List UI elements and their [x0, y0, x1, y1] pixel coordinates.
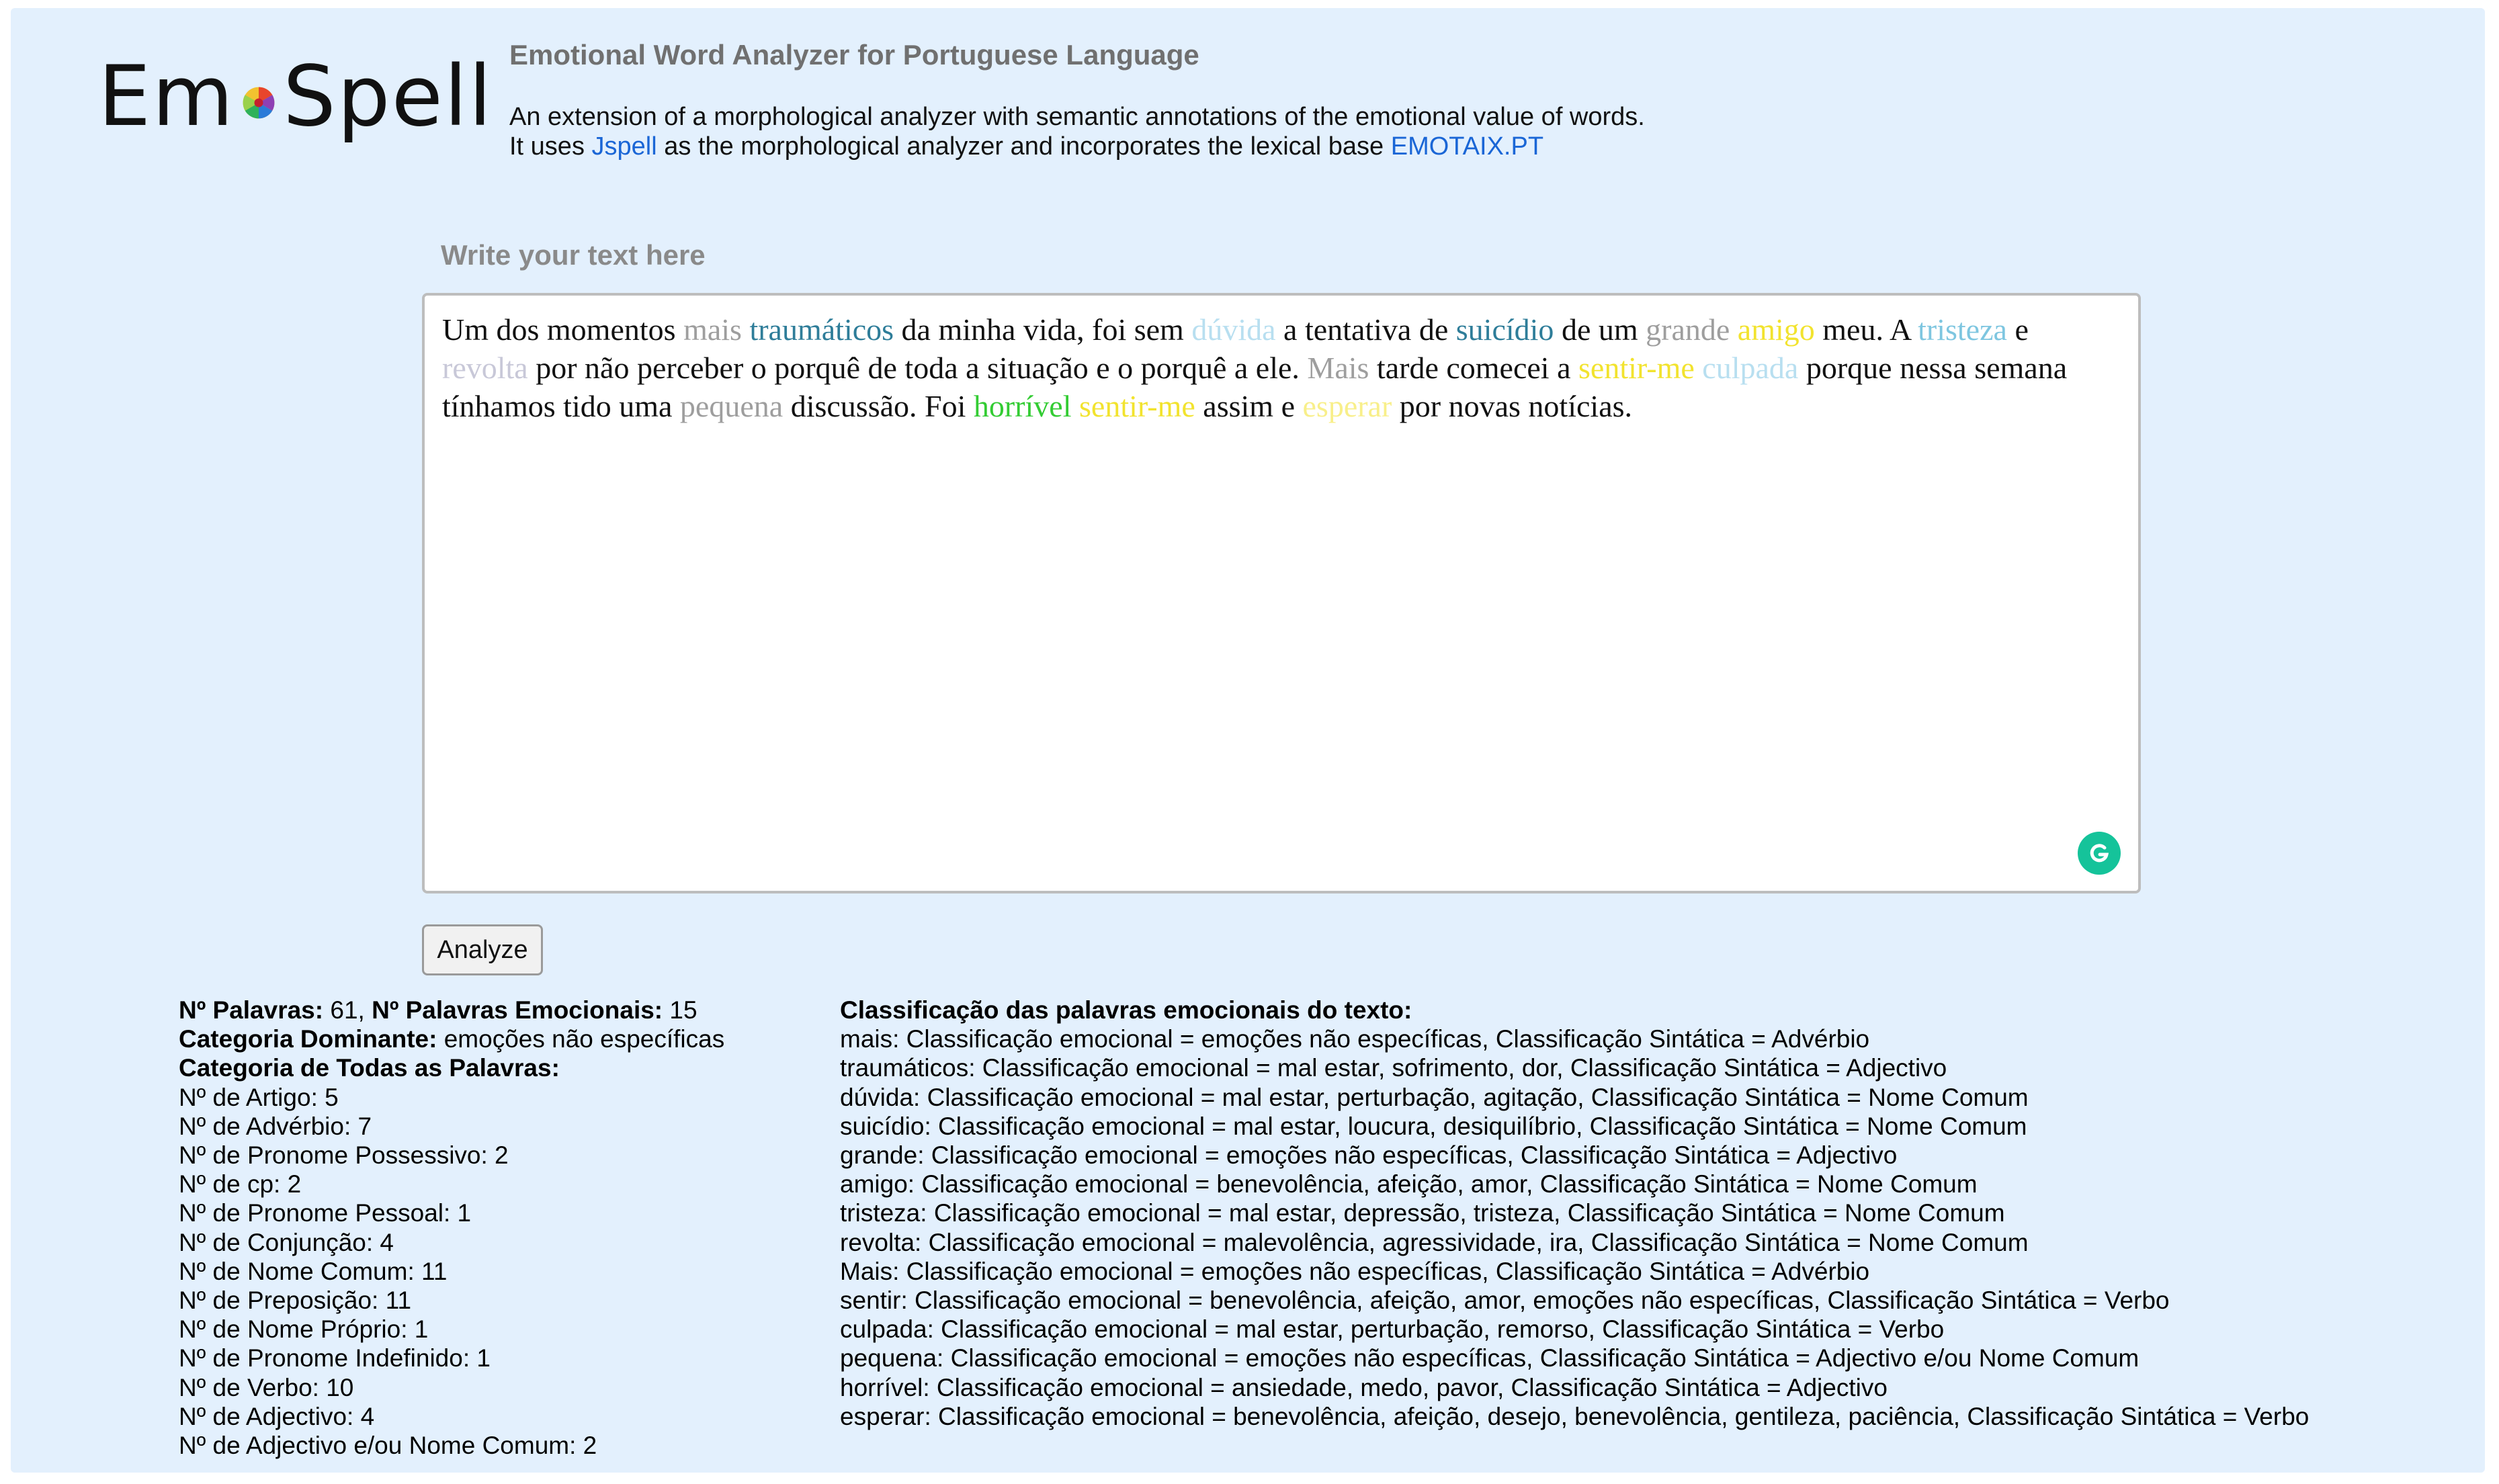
text-segment: traumáticos — [749, 312, 894, 347]
text-segment: sentir-me — [1079, 389, 1195, 423]
text-segment: dúvida — [1191, 312, 1276, 347]
description — [509, 102, 1645, 161]
category-count-item: Nº de Verbo: 10 — [179, 1373, 354, 1401]
category-count-item: Nº de cp: 2 — [179, 1170, 302, 1198]
logo-text-right: Spell — [283, 48, 493, 145]
text-segment: da minha vida, foi sem — [894, 312, 1192, 347]
text-segment: porque nessa semana tínhamos tido uma — [442, 351, 2068, 423]
input-prompt: Write your text here — [441, 239, 706, 271]
text-segment — [742, 312, 750, 347]
category-count-item: Nº de Nome Comum: 11 — [179, 1257, 448, 1285]
text-segment: mais — [683, 312, 742, 347]
color-wheel-icon — [241, 85, 276, 120]
stats-panel — [179, 996, 724, 1460]
text-segment: meu. A — [1814, 312, 1918, 347]
text-segment: grande — [1646, 312, 1730, 347]
classification-heading: Classificação das palavras emocionais do texto: — [840, 996, 1412, 1024]
grammarly-icon[interactable] — [2078, 832, 2121, 875]
text-segment — [1072, 389, 1080, 423]
category-count-item: Nº de Pronome Possessivo: 2 — [179, 1141, 509, 1170]
analyze-button[interactable]: Analyze — [422, 924, 543, 975]
category-count-list — [179, 1083, 724, 1460]
classification-item: tristeza: Classificação emocional = mal estar, depressão, tristeza, Classificação Sintática = Nome Comum — [840, 1199, 2005, 1227]
desc-text-a: It uses — [509, 132, 592, 161]
emotional-count-label: Nº Palavras Emocionais: — [364, 996, 663, 1024]
classification-item: dúvida: Classificação emocional = mal estar, perturbação, agitação, Classificação Sintática = Nome Comum — [840, 1083, 2029, 1111]
text-segment — [1730, 312, 1738, 347]
text-segment: Um dos momentos — [442, 312, 684, 347]
word-count-label: Nº Palavras: — [179, 996, 324, 1024]
text-segment: por novas notícias. — [1392, 389, 1633, 423]
classification-panel — [840, 996, 2309, 1431]
text-segment: e — [2006, 312, 2029, 347]
text-segment: Mais — [1307, 351, 1369, 385]
page-title: Emotional Word Analyzer for Portuguese Language — [509, 39, 1199, 71]
text-segment: assim e — [1195, 389, 1303, 423]
classification-list — [840, 1024, 2309, 1431]
text-segment: esperar — [1302, 389, 1392, 423]
text-segment: sentir-me — [1578, 351, 1695, 385]
app-panel — [11, 8, 2485, 1473]
text-segment: tristeza — [1918, 312, 2007, 347]
word-count-line — [179, 996, 724, 1024]
category-count-item: Nº de Pronome Pessoal: 1 — [179, 1199, 472, 1227]
category-count-item: Nº de Nome Próprio: 1 — [179, 1315, 429, 1344]
text-segment — [1695, 351, 1703, 385]
classification-item: revolta: Classificação emocional = malevolência, agressividade, ira, Classificação Sintática = Nome Comum — [840, 1228, 2029, 1256]
text-segment: revolta — [442, 351, 528, 385]
classification-item: traumáticos: Classificação emocional = mal estar, sofrimento, dor, Classificação Sintática = Adjectivo — [840, 1054, 1947, 1082]
classification-item: culpada: Classificação emocional = mal estar, perturbação, remorso, Classificação Sintática = Verbo — [840, 1315, 1945, 1344]
dominant-category-line — [179, 1024, 724, 1053]
classification-item: grande: Classificação emocional = emoções não específicas, Classificação Sintática = Adjectivo — [840, 1141, 1898, 1170]
text-segment: pequena — [679, 389, 783, 423]
text-segment: de um — [1554, 312, 1646, 347]
category-count-item: Nº de Conjunção: 4 — [179, 1228, 394, 1256]
dominant-category-value: emoções não específicas — [437, 1025, 725, 1053]
description-line-1: An extension of a morphological analyzer with semantic annotations of the emotional value of words. — [509, 103, 1645, 131]
classification-item: suicídio: Classificação emocional = mal estar, loucura, desiquilíbrio, Classificação Sintática = Nome Comum — [840, 1112, 2027, 1140]
emospell-logo — [98, 50, 493, 144]
jspell-link[interactable]: Jspell — [591, 132, 657, 161]
classification-item: mais: Classificação emocional = emoções não específicas, Classificação Sintática = Advérbio — [840, 1025, 1870, 1053]
description-line-2 — [509, 132, 1645, 161]
text-segment: suicídio — [1455, 312, 1554, 347]
category-count-item: Nº de Advérbio: 7 — [179, 1112, 372, 1140]
classification-item: horrível: Classificação emocional = ansiedade, medo, pavor, Classificação Sintática = Adjectivo — [840, 1373, 1888, 1401]
text-segment: por não perceber o porquê de toda a situação e o porquê a ele. — [527, 351, 1308, 385]
category-count-item: Nº de Adjectivo e/ou Nome Comum: 2 — [179, 1432, 597, 1460]
text-segment: a tentativa de — [1275, 312, 1456, 347]
logo-text-left: Em — [98, 48, 235, 145]
classification-item: amigo: Classificação emocional = benevolência, afeição, amor, Classificação Sintática = Nome Comum — [840, 1170, 1978, 1198]
dominant-category-label: Categoria Dominante: — [179, 1025, 437, 1053]
classification-item: Mais: Classificação emocional = emoções não específicas, Classificação Sintática = Advérbio — [840, 1257, 1870, 1285]
emotional-count-value: 15 — [663, 996, 697, 1024]
text-segment: culpada — [1702, 351, 1799, 385]
desc-text-b: as the morphological analyzer and incorporates the lexical base — [656, 132, 1391, 161]
emotaix-link[interactable]: EMOTAIX.PT — [1390, 132, 1544, 161]
text-segment: discussão. Foi — [783, 389, 974, 423]
all-categories-heading: Categoria de Todas as Palavras: — [179, 1054, 560, 1082]
text-segment: tarde comecei a — [1369, 351, 1578, 385]
category-count-item: Nº de Pronome Indefinido: 1 — [179, 1344, 491, 1372]
classification-item: pequena: Classificação emocional = emoções não específicas, Classificação Sintática = Adjectivo e/ou Nome Comum — [840, 1344, 2140, 1372]
text-segment: horrível — [973, 389, 1072, 423]
category-count-item: Nº de Adjectivo: 4 — [179, 1402, 375, 1430]
category-count-item: Nº de Artigo: 5 — [179, 1083, 339, 1111]
word-count-value: 61, — [323, 996, 365, 1024]
classification-item: sentir: Classificação emocional = benevolência, afeição, amor, emoções não específicas, Classificação Sintática = Verbo — [840, 1286, 2170, 1315]
text-input-area[interactable] — [422, 293, 2141, 893]
text-segment: amigo — [1737, 312, 1815, 347]
category-count-item: Nº de Preposição: 11 — [179, 1286, 412, 1315]
classification-item: esperar: Classificação emocional = benevolência, afeição, desejo, benevolência, gentileza, paciência, Classificação Sintática = Verbo — [840, 1402, 2310, 1430]
